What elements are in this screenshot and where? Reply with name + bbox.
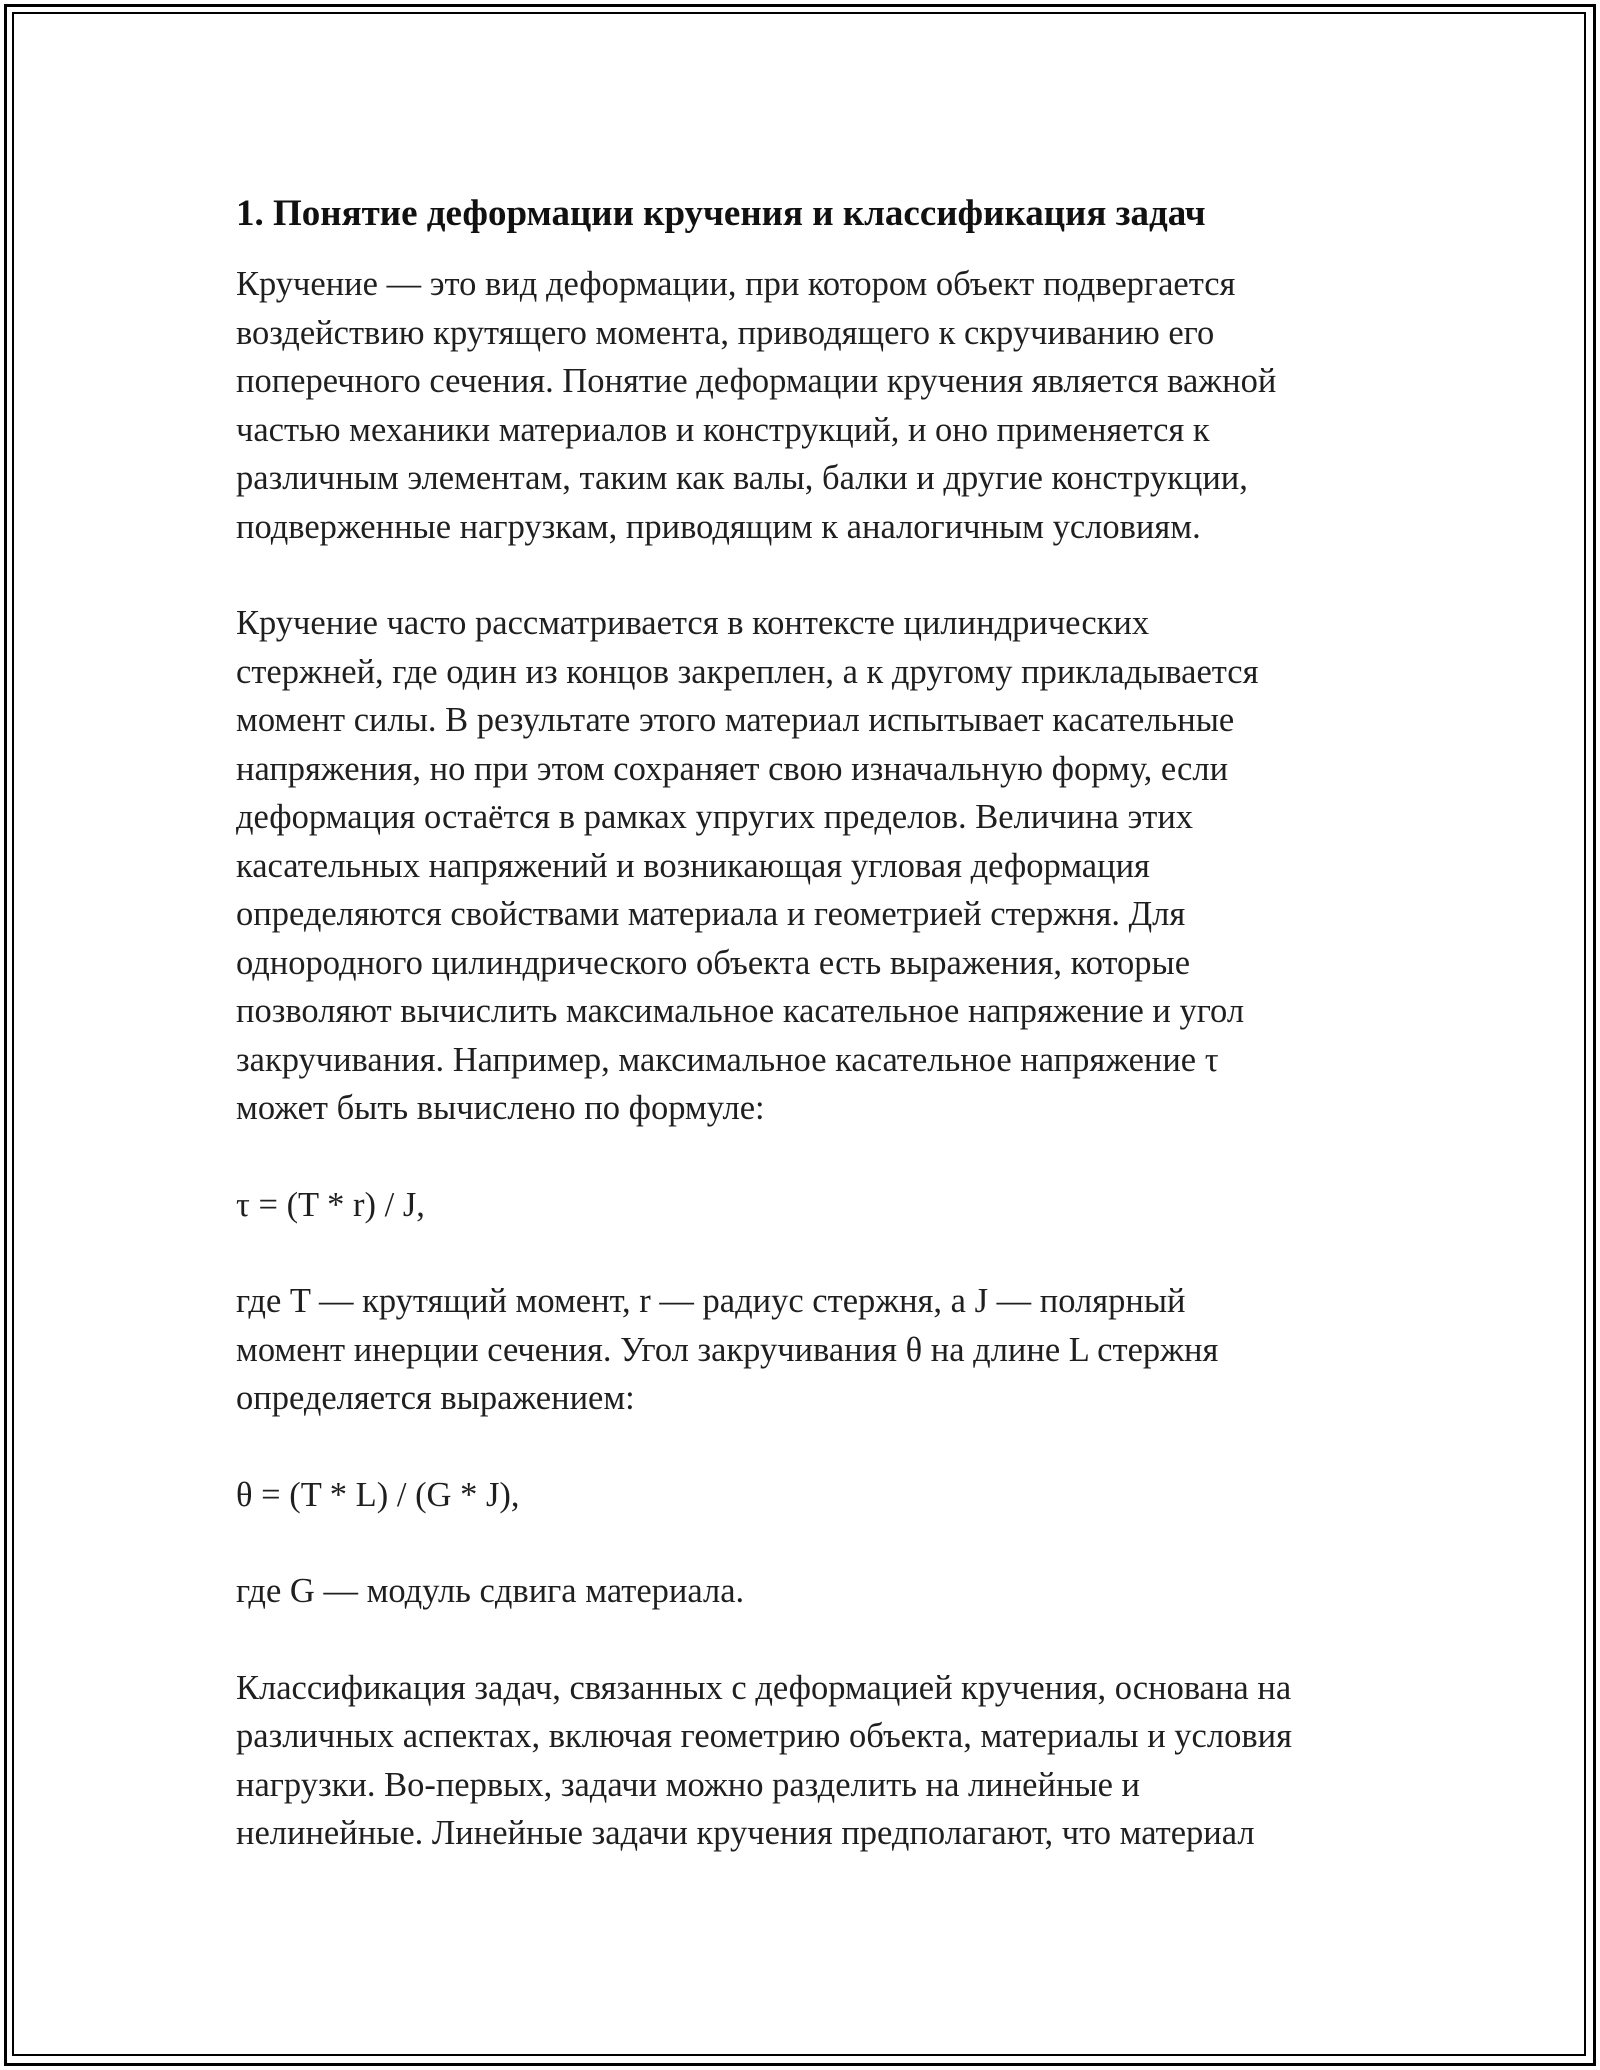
text-line: момент силы. В результате этого материал испытывает касательные — [236, 701, 1235, 739]
text-line: деформация остаётся в рамках упругих пределов. Величина этих — [236, 798, 1194, 836]
text-line: частью механики материалов и конструкций, и оно применяется к — [236, 410, 1210, 449]
text-line: воздействию крутящего момента, приводящего к скручиванию его — [236, 313, 1215, 352]
text-line: нагрузки. Во-первых, задачи можно разделить на линейные и — [236, 1765, 1140, 1804]
document-body — [236, 186, 1376, 1906]
paragraph — [236, 1181, 1376, 1230]
text-line: поперечного сечения. Понятие деформации кручения является важной — [236, 362, 1277, 400]
paragraph — [236, 599, 1376, 1133]
text-line: определяется выражением: — [236, 1379, 635, 1417]
paragraph — [236, 1277, 1376, 1423]
text-line: напряжения, но при этом сохраняет свою изначальную форму, если — [236, 749, 1229, 788]
paragraph — [236, 1567, 1376, 1616]
text-line: θ = (T * L) / (G * J), — [236, 1475, 520, 1514]
text-line: нелинейные. Линейные задачи кручения предполагают, что материал — [236, 1814, 1255, 1852]
text-line: однородного цилиндрического объекта есть выражения, которые — [236, 943, 1191, 982]
text-line: может быть вычислено по формуле: — [236, 1089, 765, 1127]
paragraph-list — [236, 260, 1376, 1858]
paragraph — [236, 1471, 1376, 1520]
paragraph — [236, 1664, 1376, 1858]
text-line: касательных напряжений и возникающая угловая деформация — [236, 846, 1150, 885]
text-line: позволяют вычислить максимальное касательное напряжение и угол — [236, 992, 1245, 1030]
text-line: определяются свойствами материала и геометрией стержня. Для — [236, 895, 1186, 933]
text-line: где G — модуль сдвига материала. — [236, 1572, 745, 1610]
text-line: подверженные нагрузкам, приводящим к аналогичным условиям. — [236, 507, 1201, 546]
text-line: Классификация задач, связанных с деформацией кручения, основана на — [236, 1668, 1292, 1707]
text-line: где T — крутящий момент, r — радиус стержня, а J — полярный — [236, 1282, 1186, 1320]
text-line: Кручение — это вид деформации, при котором объект подвергается — [236, 265, 1236, 303]
text-line: Кручение часто рассматривается в контексте цилиндрических — [236, 604, 1150, 642]
text-line: закручивания. Например, максимальное касательное напряжение τ — [236, 1040, 1219, 1079]
text-line: стержней, где один из концов закреплен, а к другому прикладывается — [236, 652, 1259, 691]
text-line: момент инерции сечения. Угол закручивания θ на длине L стержня — [236, 1330, 1219, 1369]
text-line: различным элементам, таким как валы, балки и другие конструкции, — [236, 459, 1248, 497]
text-line: τ = (T * r) / J, — [236, 1185, 425, 1224]
section-heading: 1. Понятие деформации кручения и классификация задач — [236, 193, 1206, 234]
text-line: различных аспектах, включая геометрию объекта, материалы и условия — [236, 1717, 1292, 1755]
paragraph — [236, 260, 1376, 551]
